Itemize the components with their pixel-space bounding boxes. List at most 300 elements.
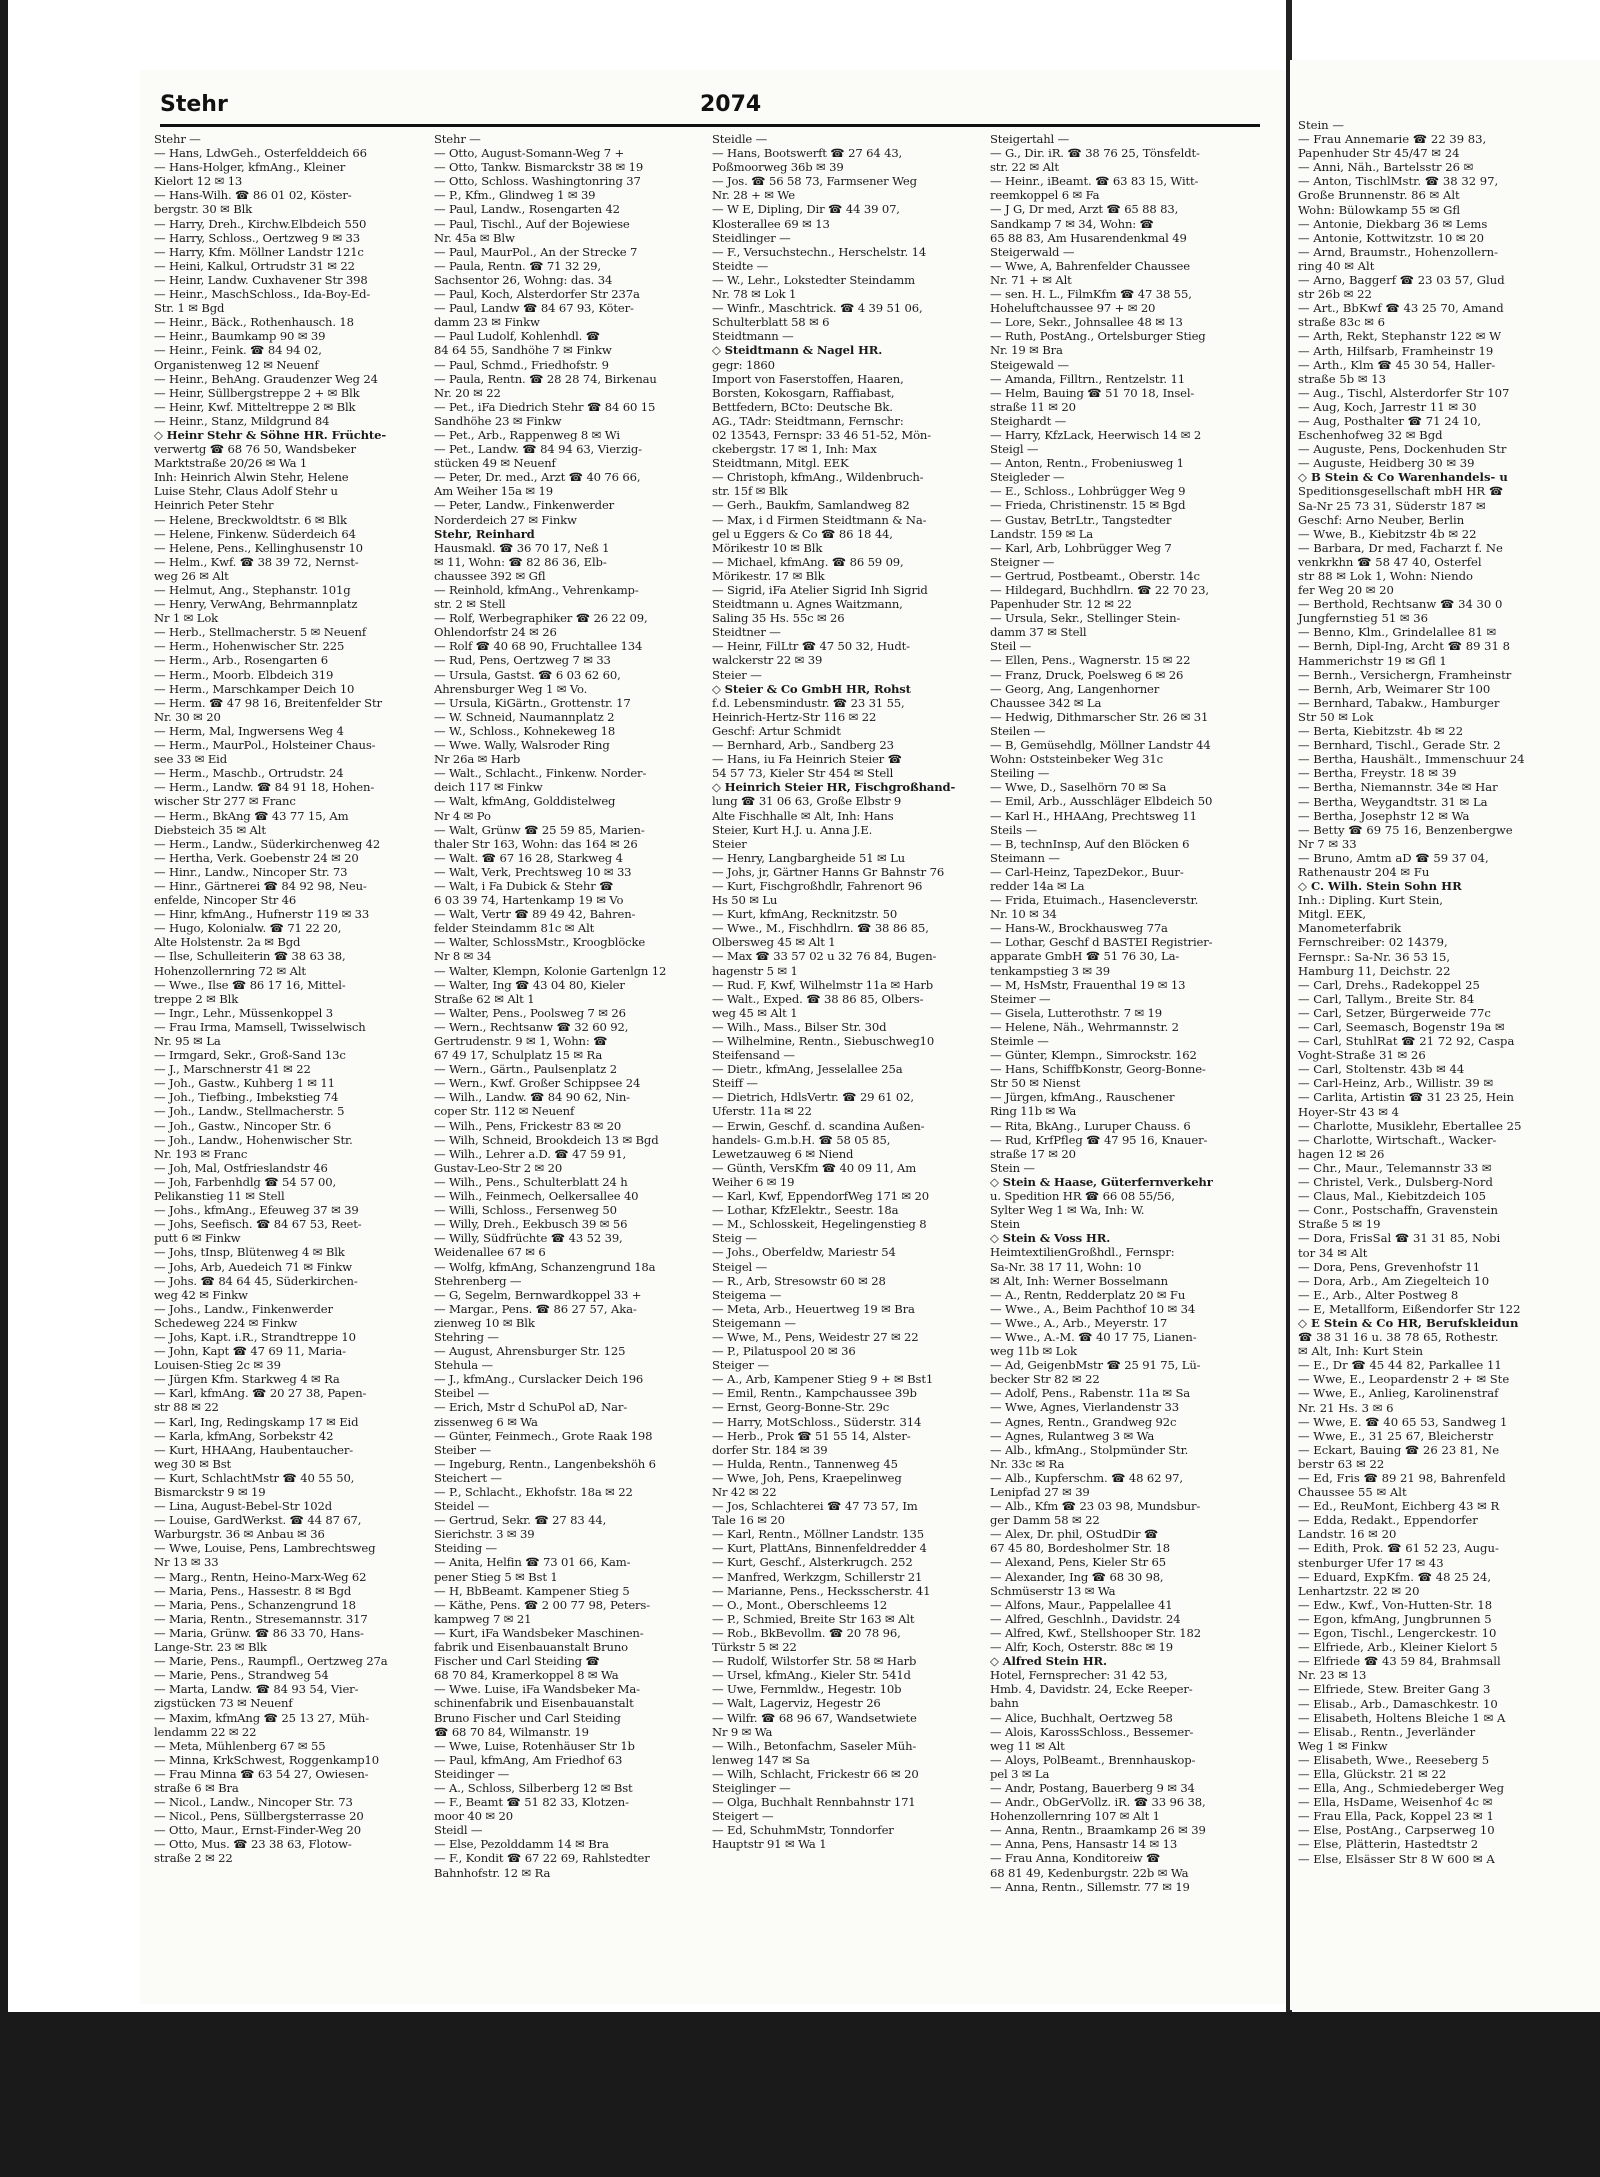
directory-line: Nr. 193 ✉ Franc [154, 1146, 248, 1161]
directory-line: — Wwe, E. ☎ 40 65 53, Sandweg 1 [1298, 1414, 1508, 1429]
directory-line: ✉ Alt, Inh: Werner Bosselmann [990, 1273, 1169, 1288]
directory-line: — W., Lehr., Lokstedter Steindamm [712, 272, 915, 287]
directory-line: Fernspr.: Sa-Nr. 36 53 15, [1298, 949, 1451, 964]
directory-line: — Wwe, E., Leopardenstr 2 + ✉ Ste [1298, 1372, 1510, 1387]
directory-line: — Charlotte, Musiklehr, Ebertallee 25 [1298, 1118, 1522, 1133]
directory-line: — E., Dr ☎ 45 44 82, Parkallee 11 [1298, 1358, 1502, 1373]
directory-line: — M, HsMstr, Frauenthal 19 ✉ 13 [990, 977, 1186, 992]
directory-line: Mörikestr 10 ✉ Blk [712, 540, 823, 555]
directory-line: Borsten, Kokosgarn, Raffiabast, [712, 385, 895, 400]
directory-line: — Alb., Kupferschm. ☎ 48 62 97, [990, 1470, 1183, 1485]
directory-line: Steibel — [434, 1386, 490, 1401]
directory-line: — Johs, jr, Gärtner Hanns Gr Bahnstr 76 [712, 864, 945, 879]
directory-line: — Marianne, Pens., Hecksscherstr. 41 [712, 1583, 931, 1598]
directory-line: — Wwe, B., Kiebitzstr 4b ✉ 22 [1298, 526, 1477, 541]
directory-line: — Joh., Tiefbing., Imbekstieg 74 [154, 1090, 339, 1105]
directory-line: redder 14a ✉ La [990, 878, 1085, 893]
directory-line: verwertg ☎ 68 76 50, Wandsbeker [154, 442, 356, 457]
directory-line: — Heinr, Landw. Cuxhavener Str 398 [154, 272, 368, 287]
directory-line: — Wilhelmine, Rentn., Siebuschweg10 [712, 1034, 935, 1048]
directory-line: — Anton, Rentn., Frobeniusweg 1 [990, 456, 1184, 471]
directory-line: — Paul, Schmd., Friedhofstr. 9 [434, 357, 609, 372]
directory-line: — Uwe, Fernmldw., Hegestr. 10b [712, 1682, 902, 1697]
directory-line: — Johs, Seefisch. ☎ 84 67 53, Reet- [154, 1217, 362, 1232]
directory-line: Steidinger — [434, 1766, 510, 1781]
directory-line: — Karl H., HHAAng, Prechtsweg 11 [990, 808, 1197, 823]
directory-line: — Wwe., Ilse ☎ 86 17 16, Mittel- [154, 977, 346, 992]
directory-line: Nr 26a ✉ Harb [434, 752, 521, 767]
directory-line: — Herm., Arb., Rosengarten 6 [154, 653, 328, 668]
directory-line: — Joh., Gastw., Nincoper Str. 6 [154, 1118, 332, 1133]
directory-line: — Agnes, Rentn., Grandweg 92c [990, 1414, 1177, 1429]
directory-line: — Pet., Arb., Rappenweg 8 ✉ Wi [434, 427, 620, 442]
directory-line: — Bertha, Weygandtstr. 31 ✉ La [1298, 794, 1488, 809]
directory-line: — Maria, Rentn., Stresemannstr. 317 [154, 1611, 368, 1626]
directory-line: — Harry, Dreh., Kirchw.Elbdeich 550 [154, 216, 367, 231]
directory-line: — Gertrud, Sekr. ☎ 27 83 44, [434, 1513, 607, 1528]
directory-line: Pelikanstieg 11 ✉ Stell [154, 1189, 285, 1204]
directory-line: Jungfernstieg 51 ✉ 36 [1298, 611, 1429, 626]
directory-line: — Käthe, Pens. ☎ 2 00 77 98, Peters- [434, 1597, 650, 1612]
directory-line: Steidel — [434, 1499, 490, 1514]
directory-line: treppe 2 ✉ Blk [154, 991, 239, 1006]
directory-line: — Ed, Fris ☎ 89 21 98, Bahrenfeld [1298, 1471, 1506, 1485]
directory-line: — Helene, Pens., Kellinghusenstr 10 [154, 540, 363, 555]
directory-line: — Bernhard, Tabakw., Hamburger [1298, 695, 1500, 710]
directory-line: — Hertha, Verk. Goebenstr 24 ✉ 20 [154, 850, 359, 865]
column-1 [154, 132, 426, 1992]
directory-line: — Carl, Drehs., Radekoppel 25 [1298, 977, 1480, 992]
directory-line: — Johs, tInsp, Blütenweg 4 ✉ Blk [154, 1245, 345, 1260]
directory-line: — Chr., Maur., Telemannstr 33 ✉ [1298, 1160, 1492, 1175]
directory-line: Nr. 28 + ✉ We [712, 188, 795, 203]
directory-line: — J G, Dr med, Arzt ☎ 65 88 83, [990, 202, 1179, 217]
directory-page [140, 70, 1286, 2004]
directory-line: — Claus, Mal., Kiebitzdeich 105 [1298, 1189, 1486, 1204]
directory-line: Hoheluftchaussee 97 + ✉ 20 [990, 301, 1156, 316]
directory-line: — Anita, Helfin ☎ 73 01 66, Kam- [434, 1555, 631, 1570]
directory-line: — Kurt, Geschf., Alsterkrugch. 252 [712, 1555, 913, 1570]
directory-line: — Wwe, D., Saselhörn 70 ✉ Sa [990, 780, 1167, 795]
directory-line: Nr. 45a ✉ Blw [434, 230, 515, 245]
directory-line: Am Weiher 15a ✉ 19 [434, 484, 553, 499]
directory-line: — P., Pilatuspool 20 ✉ 36 [712, 1344, 856, 1359]
directory-line: — B, technInsp, Auf den Blöcken 6 [990, 836, 1190, 851]
directory-line: — Wern., Kwf. Großer Schippsee 24 [434, 1076, 641, 1091]
directory-line: — Walt. ☎ 67 16 28, Starkweg 4 [434, 850, 623, 865]
directory-line: 68 81 49, Kedenburgstr. 22b ✉ Wa [990, 1865, 1189, 1880]
directory-line: — Bertha, Josephstr 12 ✉ Wa [1298, 808, 1470, 823]
directory-line: — Max ☎ 33 57 02 u 32 76 84, Bugen- [712, 949, 937, 964]
directory-line: — Dora, Arb., Am Ziegelteich 10 [1298, 1273, 1490, 1288]
directory-line: — A., Schloss, Silberberg 12 ✉ Bst [434, 1780, 633, 1795]
directory-line: Olbersweg 45 ✉ Alt 1 [712, 935, 836, 950]
directory-line: — Arnd, Braumstr., Hohenzollern- [1298, 244, 1498, 259]
directory-line: — Minna, KrkSchwest, Roggenkamp10 [154, 1752, 380, 1767]
directory-line: Stehr, Reinhard [434, 526, 535, 541]
directory-line: — E, Metallform, Eißendorfer Str 122 [1298, 1301, 1521, 1316]
directory-line: — Walt., Exped. ☎ 38 86 85, Olbers- [712, 991, 924, 1006]
directory-line: Steil — [990, 639, 1032, 654]
directory-line: — Edith, Prok. ☎ 61 52 23, Augu- [1298, 1541, 1499, 1556]
directory-line: coper Str. 112 ✉ Neuenf [434, 1104, 575, 1119]
directory-line: ◇ B Stein & Co Warenhandels- u [1298, 470, 1508, 485]
directory-line: — Berta, Kiebitzstr. 4b ✉ 22 [1298, 724, 1464, 739]
directory-line: — F., Beamt ☎ 51 82 33, Klotzen- [434, 1795, 629, 1810]
directory-line: — Kurt, HHAAng, Haubentaucher- [154, 1442, 354, 1457]
directory-line: — Walter, Ing ☎ 43 04 80, Kieler [434, 977, 625, 992]
directory-line: — Gertrud, Postbeamt., Oberstr. 14c [990, 568, 1200, 583]
directory-line: — Hildegard, Buchhdlrn. ☎ 22 70 23, [990, 583, 1209, 597]
directory-line: — Lore, Sekr., Johnsallee 48 ✉ 13 [990, 315, 1183, 330]
directory-line: — Eduard, ExpKfm. ☎ 48 25 24, [1298, 1569, 1492, 1584]
directory-line: Schulterblatt 58 ✉ 6 [712, 315, 830, 330]
directory-line: Steigleder — [990, 470, 1065, 485]
directory-line: Steier — [712, 667, 762, 682]
directory-line: — Ursula, Gastst. ☎ 6 03 62 60, [434, 667, 621, 682]
directory-line: Nr 9 ✉ Wa [712, 1724, 773, 1739]
directory-line: — Christel, Verk., Dulsberg-Nord [1298, 1175, 1493, 1190]
directory-line: — P., Schmied, Breite Str 163 ✉ Alt [712, 1611, 915, 1626]
directory-line: Fischer und Carl Steiding ☎ [434, 1654, 600, 1669]
directory-line: Hammerichstr 19 ✉ Gfl 1 [1298, 653, 1447, 668]
directory-line: — Edw., Kwf., Von-Hutten-Str. 18 [1298, 1597, 1493, 1612]
directory-line: Sylter Weg 1 ✉ Wa, Inh: W. [990, 1203, 1145, 1218]
column-3 [712, 132, 984, 1992]
directory-line: see 33 ✉ Eid [154, 752, 227, 767]
directory-line: ◇ Heinr Stehr & Söhne HR. Früchte- [154, 427, 386, 442]
directory-line: — Carl, Setzer, Bürgerweide 77c [1298, 1005, 1491, 1020]
directory-line: — Herm, Mal, Ingwersens Weg 4 [154, 723, 344, 738]
directory-line: — Johs, Kapt. i.R., Strandtreppe 10 [154, 1329, 356, 1344]
directory-line: — Jürgen Kfm. Starkweg 4 ✉ Ra [154, 1372, 340, 1387]
directory-line: Rathenaustr 204 ✉ Fu [1298, 864, 1430, 879]
directory-line: — Jos. ☎ 56 58 73, Farmsener Weg [712, 174, 917, 189]
directory-line: — Paula, Rentn. ☎ 28 28 74, Birkenau [434, 371, 657, 386]
directory-line: — Ad, GeigenbMstr ☎ 25 91 75, Lü- [990, 1358, 1201, 1373]
directory-line: Geschf: Artur Schmidt [712, 723, 841, 738]
directory-line: — Auguste, Pens, Dockenhuden Str [1298, 442, 1507, 457]
directory-line: — Herb., Prok ☎ 51 55 14, Alster- [712, 1428, 911, 1443]
directory-line: — Ingr., Lehr., Müssenkoppel 3 [154, 1005, 333, 1020]
directory-line: — Alexand, Pens, Kieler Str 65 [990, 1555, 1166, 1570]
directory-line: Steils — [990, 822, 1037, 837]
directory-line: str. 22 ✉ Alt [990, 160, 1059, 175]
directory-line: — Antonie, Kottwitzstr. 10 ✉ 20 [1298, 230, 1485, 245]
directory-line: straße 6 ✉ Bra [154, 1780, 239, 1795]
directory-line: — F., Versuchstechn., Herschelstr. 14 [712, 244, 927, 259]
directory-line: — Wilh., Pens., Schulterblatt 24 h [434, 1174, 628, 1189]
directory-line: Nr 13 ✉ 33 [154, 1555, 219, 1570]
directory-line: — Ursula, KiGärtn., Grottenstr. 17 [434, 695, 631, 710]
directory-line: — Ella, HsDame, Weisenhof 4c ✉ [1298, 1795, 1493, 1810]
directory-line: 67 49 17, Schulplatz 15 ✉ Ra [434, 1048, 603, 1063]
directory-line: — Heinr, Kwf. Mitteltreppe 2 ✉ Blk [154, 399, 356, 414]
directory-line: — Wilh, Schlacht, Frickestr 66 ✉ 20 [712, 1766, 919, 1781]
directory-line: Hamburg 11, Deichstr. 22 [1298, 963, 1451, 978]
directory-line: — Alb., kfmAng., Stolpmünder Str. [990, 1442, 1189, 1457]
directory-line: Hauptstr 91 ✉ Wa 1 [712, 1837, 827, 1852]
directory-line: — Agnes, Rulantweg 3 ✉ Wa [990, 1428, 1155, 1443]
directory-line: lenweg 147 ✉ Sa [712, 1752, 810, 1767]
directory-line: — Rolf, Werbegraphiker ☎ 26 22 09, [434, 611, 648, 626]
directory-line: Nr. 71 + ✉ Alt [990, 272, 1072, 287]
directory-line: — Hans, Bootswerft ☎ 27 64 43, [712, 146, 903, 161]
directory-line: — Heinr., Stanz, Mildgrund 84 [154, 413, 330, 428]
directory-line: Poßmoorweg 36b ✉ 39 [712, 160, 844, 175]
directory-line: — Walt, Verk, Prechtsweg 10 ✉ 33 [434, 864, 632, 879]
directory-line: — Joh., Landw., Stellmacherstr. 5 [154, 1104, 345, 1119]
directory-line: — Johs. ☎ 84 64 45, Süderkirchen- [154, 1273, 358, 1288]
directory-line: — Ella, Glückstr. 21 ✉ 22 [1298, 1766, 1447, 1781]
directory-line: — Wilh., Betonfachm, Saseler Müh- [712, 1738, 917, 1753]
directory-line: — Wilh., Landw. ☎ 84 90 62, Nin- [434, 1090, 630, 1105]
directory-line: weg 11 ✉ Alt [990, 1738, 1065, 1753]
directory-line: bahn [990, 1696, 1019, 1711]
directory-line: — Johs., kfmAng., Efeuweg 37 ✉ 39 [154, 1203, 359, 1218]
directory-line: — Paula, Rentn. ☎ 71 32 29, [434, 258, 601, 273]
directory-line: Steig — [712, 1231, 757, 1246]
directory-line: — Wwe, Joh, Pens, Kraepelinweg [712, 1470, 902, 1485]
directory-line: — Andr, Postang, Bauerberg 9 ✉ 34 [990, 1780, 1195, 1795]
directory-line: str. 15f ✉ Blk [712, 484, 788, 499]
directory-line: straße 5b ✉ 13 [1298, 371, 1386, 386]
directory-line: — Berthold, Rechtsanw ☎ 34 30 0 [1298, 597, 1503, 612]
directory-line: — G., Dir. iR. ☎ 38 76 25, Tönsfeldt- [990, 146, 1200, 161]
directory-line: Hmb. 4, Davidstr. 24, Ecke Reeper- [990, 1682, 1193, 1697]
directory-line: zigstücken 73 ✉ Neuenf [154, 1696, 293, 1711]
directory-line: — Hedwig, Dithmarscher Str. 26 ✉ 31 [990, 709, 1209, 724]
directory-line: — Ed, SchuhmMstr, Tonndorfer [712, 1823, 894, 1838]
directory-line: weg 42 ✉ Finkw [154, 1287, 248, 1302]
directory-line: — Alice, Buchhalt, Oertzweg 58 [990, 1710, 1173, 1725]
directory-line: — Maria, Pens., Hassestr. 8 ✉ Bgd [154, 1583, 352, 1598]
directory-line: ◇ Stein & Haase, Güterfernverkehr [990, 1174, 1213, 1189]
directory-line: ring 40 ✉ Alt [1298, 258, 1375, 273]
directory-line: — J., Marschnerstr 41 ✉ 22 [154, 1062, 311, 1077]
directory-line: ◇ Heinrich Steier HR, Fischgroßhand- [712, 780, 956, 795]
directory-line: Steidl — [434, 1823, 483, 1838]
directory-line: — Nicol., Pens, Süllbergsterrasse 20 [154, 1809, 364, 1824]
directory-line: — Arno, Baggerf ☎ 23 03 57, Glud [1298, 273, 1505, 288]
directory-line: — P., Kfm., Glindweg 1 ✉ 39 [434, 188, 596, 203]
directory-line: — Frau Minna ☎ 63 54 27, Owiesen- [154, 1766, 369, 1781]
directory-line: Stehring — [434, 1329, 499, 1344]
directory-line: — Betty ☎ 69 75 16, Benzenbergwe [1298, 822, 1513, 837]
directory-line: Steigema — [712, 1287, 782, 1302]
directory-line: — B, Gemüsehdlg, Möllner Landstr 44 [990, 738, 1211, 753]
directory-line: berstr 63 ✉ 22 [1298, 1456, 1385, 1471]
directory-line: — Anna, Rentn., Sillemstr. 77 ✉ 19 [990, 1879, 1190, 1894]
directory-line: Steigertahl — [990, 132, 1070, 146]
directory-line: — Meta, Mühlenberg 67 ✉ 55 [154, 1738, 326, 1753]
directory-line: — Hinr., Landw., Nincoper Str. 73 [154, 864, 348, 879]
directory-line: — Otto, Tankw. Bismarckstr 38 ✉ 19 [434, 160, 644, 175]
directory-line: — Bertha, Haushält., Immenschuur 24 [1298, 752, 1525, 767]
directory-line: Voght-Straße 31 ✉ 26 [1298, 1048, 1426, 1063]
directory-line: Steidlinger — [712, 230, 791, 245]
directory-line: — Walt., Schlacht., Finkenw. Norder- [434, 766, 647, 781]
directory-line: — W. Schneid, Naumannplatz 2 [434, 709, 615, 724]
directory-line: — Harry, Kfm. Möllner Landstr 121c [154, 244, 364, 259]
directory-line: — Harry, KfzLack, Heerwisch 14 ✉ 2 [990, 427, 1202, 442]
directory-line: — Dora, FrisSal ☎ 31 31 85, Nobi [1298, 1231, 1501, 1246]
directory-line: — Willy, Südfrüchte ☎ 43 52 39, [434, 1231, 623, 1246]
directory-line: Steighardt — [990, 413, 1067, 428]
directory-line: — Wern., Rechtsanw ☎ 32 60 92, [434, 1019, 629, 1034]
directory-line: Nr. 10 ✉ 34 [990, 907, 1057, 922]
directory-line: — J., kfmAng., Curslacker Deich 196 [434, 1372, 644, 1387]
directory-line: — Henry, Langbargheide 51 ✉ Lu [712, 850, 905, 865]
directory-line: Wohn: Bülowkamp 55 ✉ Gfl [1298, 202, 1461, 217]
directory-line: — Bertha, Niemannstr. 34e ✉ Har [1298, 780, 1498, 795]
directory-line: — Emil, Arb., Ausschläger Elbdeich 50 [990, 794, 1213, 809]
directory-line: — Johs., Oberfeldw, Mariestr 54 [712, 1245, 896, 1260]
directory-line: — Helm, Bauing ☎ 51 70 18, Insel- [990, 385, 1195, 400]
directory-line: — Joh, Mal, Ostfrieslandstr 46 [154, 1160, 328, 1175]
directory-line: Weiher 6 ✉ 19 [712, 1174, 795, 1189]
directory-line: Steiling — [990, 766, 1050, 781]
directory-line: — Bernh., Versichergn, Framheinstr [1298, 667, 1512, 682]
directory-line: pener Stieg 5 ✉ Bst 1 [434, 1569, 558, 1584]
directory-line: — Anton, TischlMstr. ☎ 38 32 97, [1298, 174, 1499, 189]
directory-line: weg 11b ✉ Lok [990, 1344, 1077, 1359]
directory-line: bergstr. 30 ✉ Blk [154, 202, 253, 217]
directory-line: 67 45 80, Bordesholmer Str. 18 [990, 1541, 1171, 1556]
directory-line: Landstr. 16 ✉ 20 [1298, 1527, 1397, 1542]
directory-line: gel u Eggers & Co ☎ 86 18 44, [712, 526, 893, 541]
directory-line: weg 45 ✉ Alt 1 [712, 1005, 798, 1020]
directory-line: stenburger Ufer 17 ✉ 43 [1298, 1555, 1444, 1570]
directory-line: — Maria, Pens., Schanzengrund 18 [154, 1597, 356, 1612]
directory-line: Nr. 78 ✉ Lok 1 [712, 287, 797, 302]
directory-line: — Lina, August-Bebel-Str 102d [154, 1499, 333, 1514]
directory-line: — H, BbBeamt. Kampener Stieg 5 [434, 1583, 630, 1598]
directory-line: — M., Schlosskeit, Hegelingenstieg 8 [712, 1217, 927, 1232]
directory-line: — Wwe, Louise, Pens, Lambrechtsweg [154, 1541, 376, 1556]
directory-line: — Ed., ReuMont, Eichberg 43 ✉ R [1298, 1499, 1500, 1514]
directory-line: — Johs, Arb, Auedeich 71 ✉ Finkw [154, 1259, 352, 1274]
directory-line: Nr 4 ✉ Po [434, 808, 491, 823]
directory-line: chaussee 392 ✉ Gfl [434, 568, 546, 583]
column-2 [434, 132, 706, 1992]
directory-line: hagen 12 ✉ 26 [1298, 1146, 1385, 1161]
directory-line: — Willy, Dreh., Eekbusch 39 ✉ 56 [434, 1217, 628, 1232]
directory-line: — Hinr., Gärtnerei ☎ 84 92 98, Neu- [154, 878, 367, 893]
directory-line: — Wwe., A., Arb., Meyerstr. 17 [990, 1315, 1168, 1330]
directory-line: — Maria, Grünw. ☎ 86 33 70, Hans- [154, 1625, 364, 1640]
directory-line: Diebsteich 35 ✉ Alt [154, 822, 266, 837]
directory-line: handels- G.m.b.H. ☎ 58 05 85, [712, 1132, 891, 1147]
directory-line: ger Damm 58 ✉ 22 [990, 1513, 1100, 1528]
directory-line: Nr 7 ✉ 33 [1298, 836, 1357, 851]
directory-line: Str 50 ✉ Nienst [990, 1076, 1081, 1091]
directory-line: — Helene, Näh., Wehrmannstr. 2 [990, 1019, 1179, 1034]
directory-line: — Walter, SchlossMstr., Kroogblöcke [434, 935, 646, 950]
directory-line: — Alex, Dr. phil, OStudDir ☎ [990, 1527, 1159, 1542]
directory-line: Gustav-Leo-Str 2 ✉ 20 [434, 1160, 563, 1175]
directory-line: gegr: 1860 [712, 357, 775, 372]
directory-line: Landstr. 159 ✉ La [990, 526, 1094, 541]
directory-line: Nr. 21 Hs. 3 ✉ 6 [1298, 1400, 1394, 1415]
directory-line: Steier [712, 836, 747, 851]
directory-line: — Heinr., BehAng. Graudenzer Weg 24 [154, 371, 378, 386]
directory-line: Sandkamp 7 ✉ 34, Wohn: ☎ [990, 216, 1154, 231]
directory-line: — Benno, Klm., Grindelallee 81 ✉ [1298, 625, 1497, 640]
column-4 [990, 132, 1262, 1992]
directory-line: Nr 8 ✉ 34 [434, 949, 492, 964]
directory-line: — Carl, StuhlRat ☎ 21 72 92, Caspa [1298, 1034, 1515, 1049]
directory-line: Straße 5 ✉ 19 [1298, 1217, 1381, 1232]
directory-line: — Joh., Landw., Hohenwischer Str. [154, 1132, 353, 1147]
directory-line: — Hans, SchiffbKonstr, Georg-Bonne- [990, 1062, 1206, 1077]
directory-line: — Wwe, Luise, Rotenhäuser Str 1b [434, 1738, 635, 1753]
directory-line: kampweg 7 ✉ 21 [434, 1611, 532, 1626]
directory-line: — Irmgard, Sekr., Groß-Sand 13c [154, 1048, 346, 1063]
directory-line: — Wwe, E., Anlieg, Karolinenstraf [1298, 1386, 1499, 1401]
directory-line: Steigemann — [712, 1315, 796, 1330]
page-number: 2074 [700, 92, 762, 117]
directory-line: — Wwe, Agnes, Vierlandenstr 33 [990, 1400, 1179, 1415]
directory-line: ◇ Steidtmann & Nagel HR. [712, 343, 883, 358]
directory-line: — Heinr., iBeamt. ☎ 63 83 15, Witt- [990, 174, 1199, 189]
directory-line: — Egon, kfmAng, Jungbrunnen 5 [1298, 1611, 1492, 1626]
directory-line: — Wern., Gärtn., Paulsenplatz 2 [434, 1062, 617, 1077]
directory-line: — Otto, August-Somann-Weg 7 + [434, 146, 625, 161]
directory-line: — Bruno, Amtm aD ☎ 59 37 04, [1298, 850, 1489, 865]
directory-line: HeimtextilienGroßhdl., Fernspr: [990, 1245, 1175, 1260]
directory-line: — Hans-Wilh. ☎ 86 01 02, Köster- [154, 188, 352, 203]
directory-line: Steilen — [990, 723, 1046, 738]
directory-line: — Rud. F, Kwf, Wilhelmstr 11a ✉ Harb [712, 977, 934, 992]
directory-line: — John, Kapt ☎ 47 69 11, Maria- [154, 1344, 346, 1359]
directory-line: — Else, Elsässer Str 8 W 600 ✉ A [1298, 1851, 1495, 1866]
directory-line: — Herm. ☎ 47 98 16, Breitenfelder Str [154, 695, 382, 710]
directory-line: — Heinr, FilLtr ☎ 47 50 32, Hudt- [712, 639, 910, 654]
directory-line: — Willi, Schloss., Fersenweg 50 [434, 1203, 617, 1218]
directory-line: — Herm., Landw., Süderkirchenweg 42 [154, 836, 381, 851]
directory-line: — Ruth, PostAng., Ortelsburger Stieg [990, 329, 1206, 344]
directory-line: — Rolf ☎ 40 68 90, Fruchtallee 134 [434, 639, 643, 654]
directory-line: — Peter, Dr. med., Arzt ☎ 40 76 66, [434, 470, 641, 485]
directory-line: — G, Segelm, Bernwardkoppel 33 + [434, 1287, 642, 1302]
directory-line: walckerstr 22 ✉ 39 [712, 653, 823, 668]
directory-line: Heinrich-Hertz-Str 116 ✉ 22 [712, 709, 877, 724]
directory-line: — Helmut, Ang., Stephanstr. 101g [154, 583, 351, 597]
directory-line: — Hugo, Kolonialw. ☎ 71 22 20, [154, 921, 342, 936]
directory-line: — Otto, Mus. ☎ 23 38 63, Flotow- [154, 1837, 352, 1852]
directory-line: ✉ 11, Wohn: ☎ 82 86 36, Elb- [434, 554, 607, 569]
directory-line: — Otto, Maur., Ernst-Finder-Weg 20 [154, 1823, 361, 1838]
directory-line: — Paul, kfmAng, Am Friedhof 63 [434, 1752, 623, 1767]
directory-line: str 88 ✉ Lok 1, Wohn: Niendo [1298, 569, 1474, 583]
directory-line: — Winfr., Maschtrick. ☎ 4 39 51 06, [712, 301, 923, 316]
directory-line: Warburgstr. 36 ✉ Anbau ✉ 36 [154, 1527, 325, 1542]
directory-line: — Lothar, Geschf d BASTEI Registrier- [990, 935, 1213, 950]
directory-line: Steidtmann — [712, 329, 794, 344]
directory-line: — Lothar, KfzElektr., Seestr. 18a [712, 1203, 899, 1218]
directory-line: Fernschreiber: 02 14379, [1298, 935, 1448, 950]
directory-line: Uferstr. 11a ✉ 22 [712, 1104, 812, 1119]
directory-line: Wohn: Oststeinbeker Weg 31c [990, 752, 1163, 767]
directory-line: — Michael, kfmAng. ☎ 86 59 09, [712, 554, 904, 569]
directory-line: — Meta, Arb., Heuertweg 19 ✉ Bra [712, 1301, 915, 1316]
directory-line: enfelde, Nincoper Str 46 [154, 893, 297, 908]
directory-line: — Walt, Lagerviz, Hegestr 26 [712, 1696, 881, 1711]
directory-line: — W E, Dipling, Dir ☎ 44 39 07, [712, 202, 900, 217]
directory-line: tor 34 ✉ Alt [1298, 1245, 1368, 1260]
directory-line: u. Spedition HR ☎ 66 08 55/56, [990, 1189, 1175, 1204]
